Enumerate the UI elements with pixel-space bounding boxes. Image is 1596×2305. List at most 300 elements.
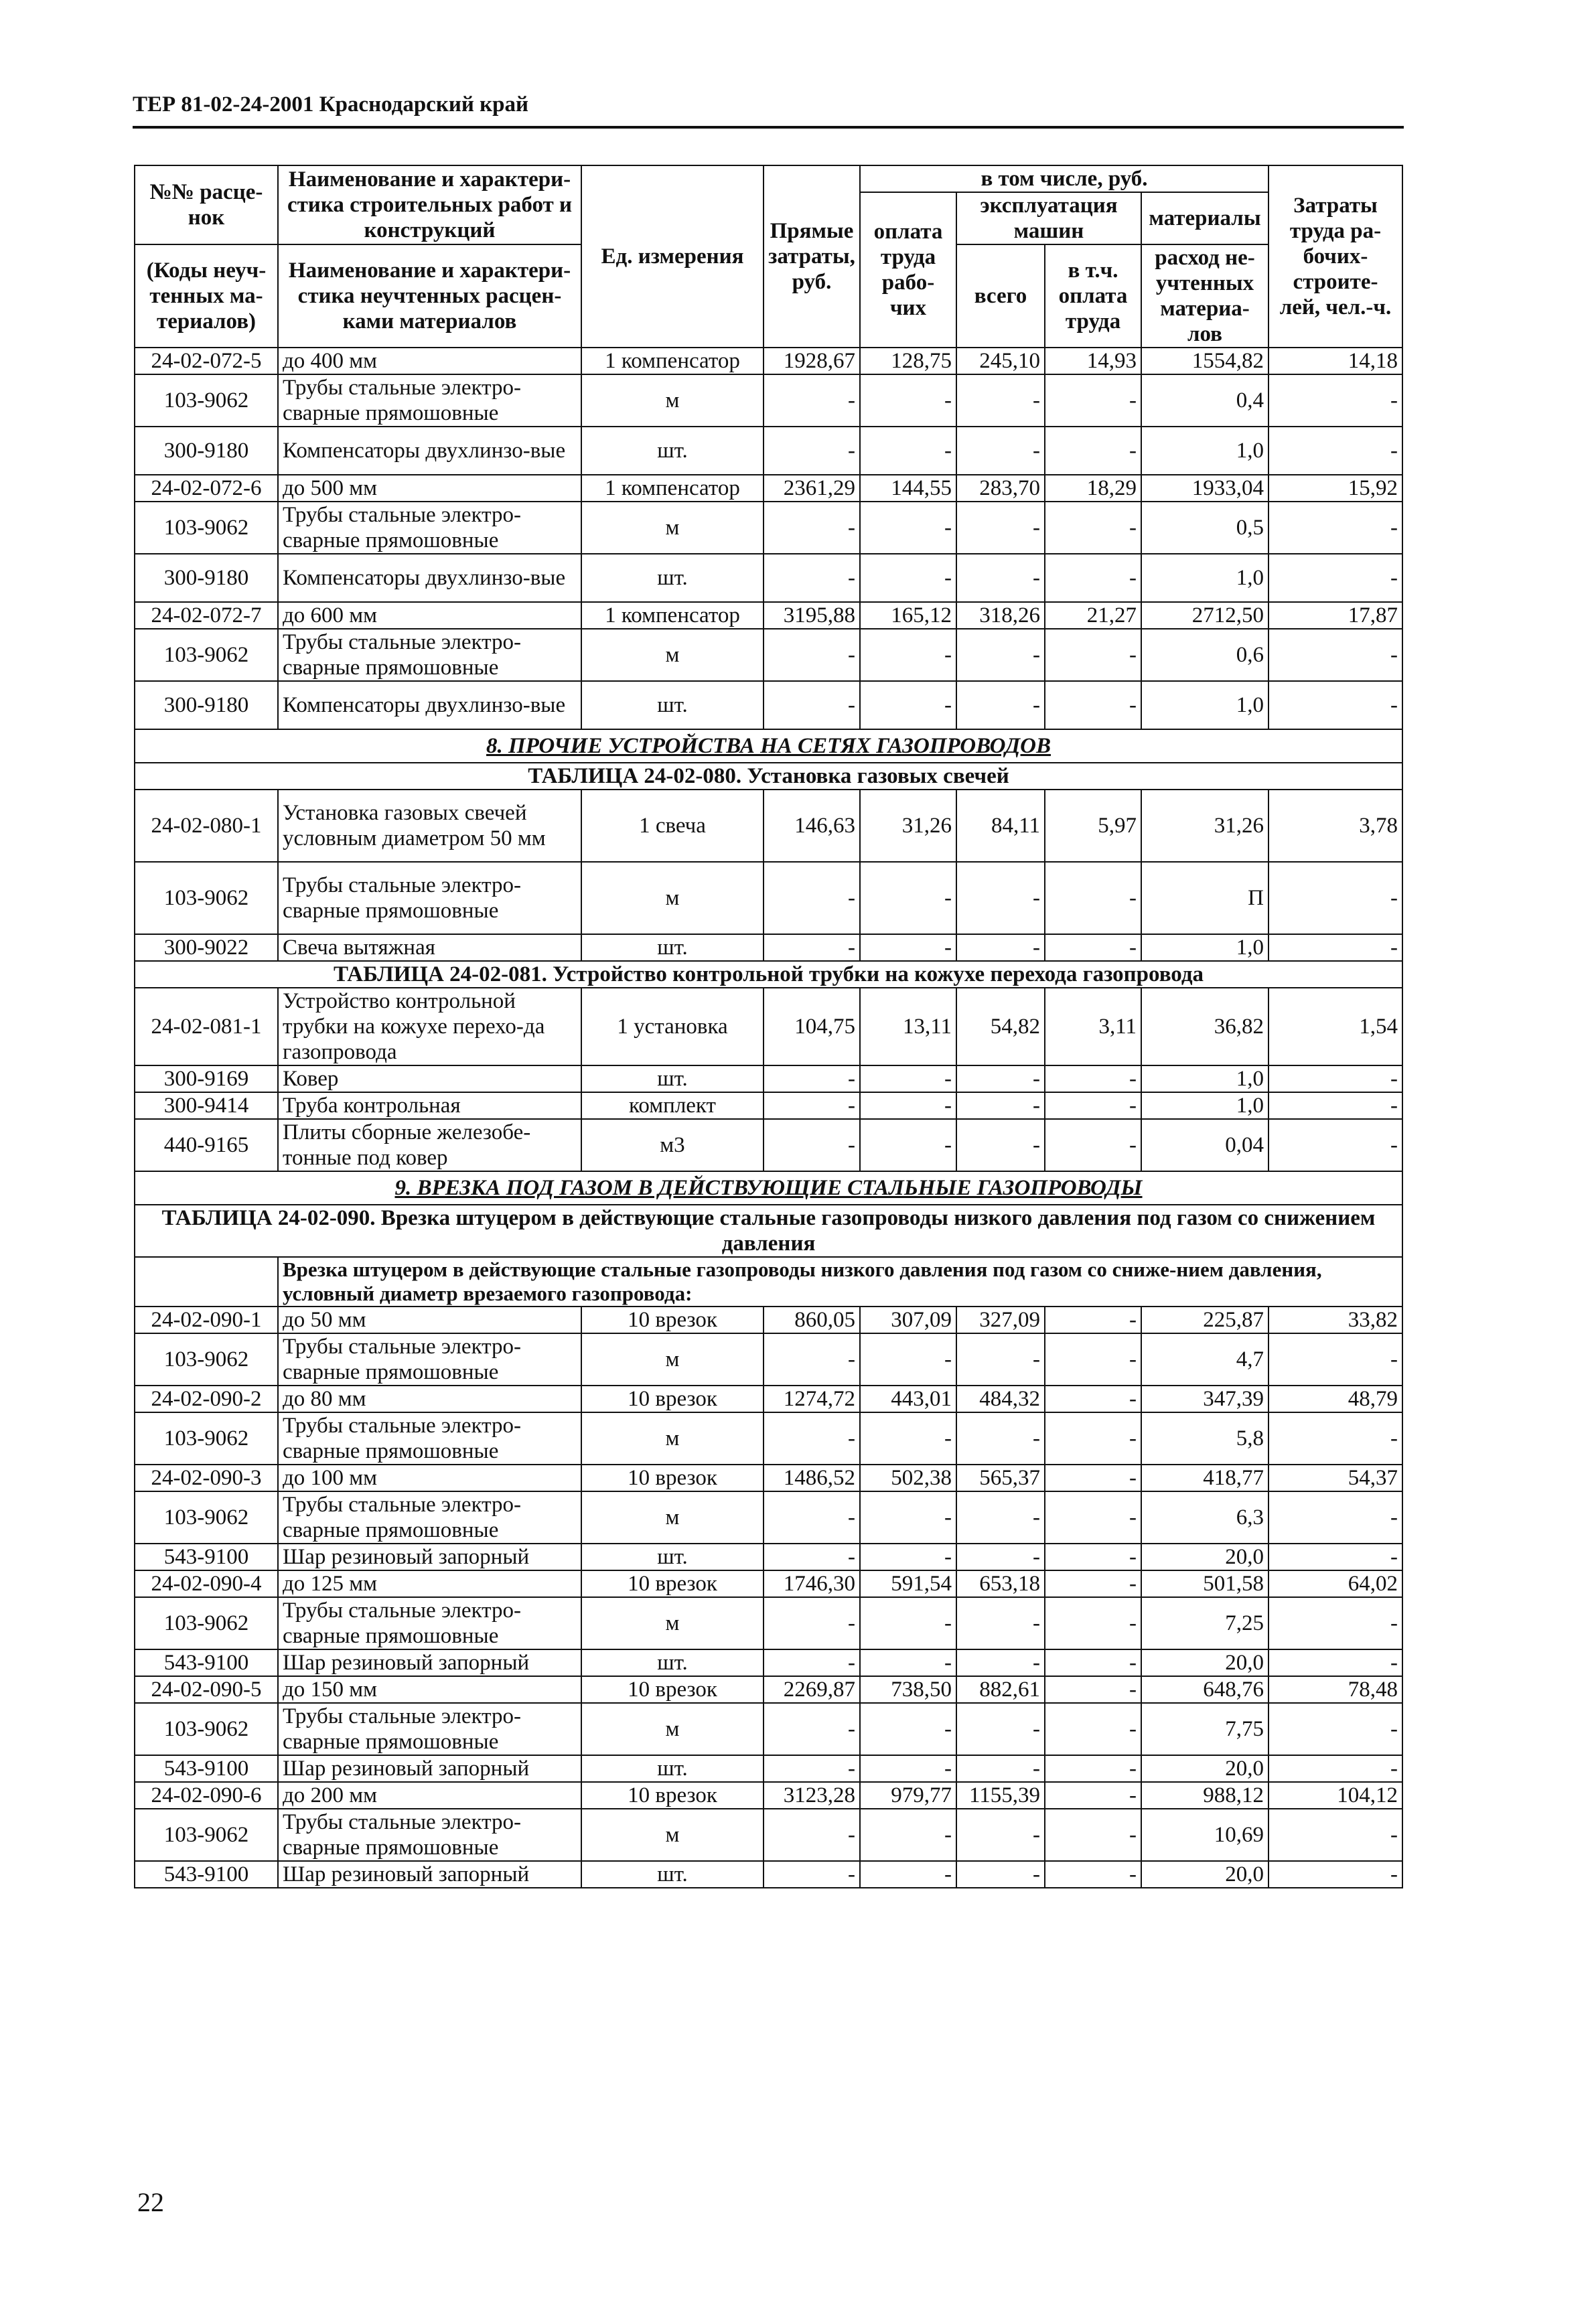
cell-direct: - [764, 1755, 860, 1782]
cell-code: 300-9180 [135, 554, 278, 602]
table-row [135, 681, 1402, 729]
cell-mach: - [956, 681, 1045, 729]
cell-direct: 1746,30 [764, 1570, 860, 1597]
cell-unit: 10 врезок [581, 1570, 764, 1597]
cell-direct: - [764, 1649, 860, 1676]
cell-code: 24-02-081-1 [135, 988, 278, 1065]
cell-unit: шт. [581, 934, 764, 961]
cell-code: 300-9022 [135, 934, 278, 961]
cell-mat: 1,0 [1141, 427, 1268, 475]
header-code-bottom: (Коды неуч-тенных ма-териалов) [135, 244, 278, 348]
cell-mach-w: - [1045, 1782, 1141, 1809]
cell-mat: 7,25 [1141, 1597, 1268, 1649]
cell-labor: 3,78 [1268, 790, 1402, 862]
cell-name: Трубы стальные электро-сварные прямошовные [278, 1703, 581, 1755]
cell-mach: 882,61 [956, 1676, 1045, 1703]
header-machines: эксплуатация машин [956, 192, 1141, 244]
cell-labor: - [1268, 1861, 1402, 1888]
cell-mat: 0,6 [1141, 629, 1268, 681]
cell-mat: 2712,50 [1141, 602, 1268, 629]
table-row [135, 427, 1402, 475]
cell-mach-w: - [1045, 1649, 1141, 1676]
cell-mach: - [956, 629, 1045, 681]
table-row [135, 1649, 1402, 1676]
cell-unit: м [581, 862, 764, 934]
cell-mat: 10,69 [1141, 1809, 1268, 1861]
table-row [135, 790, 1402, 862]
cell-labor: 14,18 [1268, 348, 1402, 374]
cell-wages: - [860, 374, 956, 427]
cell-code: 543-9100 [135, 1544, 278, 1570]
cell-unit: 1 компенсатор [581, 602, 764, 629]
cell-unit: шт. [581, 1861, 764, 1888]
cell-wages: 502,38 [860, 1465, 956, 1491]
cell-name: Трубы стальные электро-сварные прямошовные [278, 374, 581, 427]
cell-labor: - [1268, 1119, 1402, 1171]
header-code-top: №№ расце-нок [135, 165, 278, 244]
header-wages: оплата труда рабо-чих [860, 192, 956, 348]
cell-unit: шт. [581, 1755, 764, 1782]
cell-mat: 20,0 [1141, 1861, 1268, 1888]
cell-code: 543-9100 [135, 1649, 278, 1676]
cell-code: 440-9165 [135, 1119, 278, 1171]
cell-wages: - [860, 1544, 956, 1570]
cell-code: 24-02-090-1 [135, 1307, 278, 1333]
cell-wages: - [860, 1092, 956, 1119]
cell-mat: 1,0 [1141, 554, 1268, 602]
header-direct-costs: Прямые затраты, руб. [764, 165, 860, 348]
table-title-080-row [135, 763, 1402, 790]
cell-mat: 1933,04 [1141, 475, 1268, 502]
cell-mach: - [956, 862, 1045, 934]
cell-mat: 0,5 [1141, 502, 1268, 554]
cell-direct: - [764, 1491, 860, 1544]
cell-labor: 33,82 [1268, 1307, 1402, 1333]
cell-mach-w: - [1045, 629, 1141, 681]
cell-code: 103-9062 [135, 629, 278, 681]
cell-code: 300-9169 [135, 1065, 278, 1092]
cell-labor: - [1268, 1649, 1402, 1676]
table-row [135, 862, 1402, 934]
cell-mach: 653,18 [956, 1570, 1045, 1597]
cell-mach-w: - [1045, 1119, 1141, 1171]
cell-mach-w: - [1045, 1703, 1141, 1755]
table-row [135, 1491, 1402, 1544]
cell-wages: - [860, 1755, 956, 1782]
cell-mach: - [956, 1065, 1045, 1092]
cell-mach-w: - [1045, 681, 1141, 729]
cell-direct: - [764, 1597, 860, 1649]
cell-name: до 200 мм [278, 1782, 581, 1809]
cell-mat: 1,0 [1141, 681, 1268, 729]
cell-labor: 15,92 [1268, 475, 1402, 502]
cell-mat: 36,82 [1141, 988, 1268, 1065]
cell-direct: - [764, 1092, 860, 1119]
section-title-9-row [135, 1171, 1402, 1205]
cell-mach: - [956, 554, 1045, 602]
cell-direct: 1274,72 [764, 1386, 860, 1412]
cell-labor: 78,48 [1268, 1676, 1402, 1703]
cell-wages: - [860, 1649, 956, 1676]
table-row [135, 374, 1402, 427]
cell-labor: - [1268, 1412, 1402, 1465]
cell-code: 300-9180 [135, 427, 278, 475]
table-row [135, 1307, 1402, 1333]
cell-code: 103-9062 [135, 1412, 278, 1465]
cell-mach: - [956, 1092, 1045, 1119]
cell-name: Устройство контрольной трубки на кожухе перехо-да газопровода [278, 988, 581, 1065]
cell-mat: 225,87 [1141, 1307, 1268, 1333]
table-row [135, 1676, 1402, 1703]
table-row [135, 1597, 1402, 1649]
cell-wages: - [860, 554, 956, 602]
cell-direct: 860,05 [764, 1307, 860, 1333]
header-unaccounted-materials: расход не-учтенных материа-лов [1141, 244, 1268, 348]
cell-code: 103-9062 [135, 502, 278, 554]
cell-name: Шар резиновый запорный [278, 1544, 581, 1570]
table-row [135, 629, 1402, 681]
cell-code: 543-9100 [135, 1755, 278, 1782]
cell-wages: 165,12 [860, 602, 956, 629]
cell-mat: 347,39 [1141, 1386, 1268, 1412]
cell-labor: - [1268, 1092, 1402, 1119]
cell-name: Трубы стальные электро-сварные прямошовные [278, 629, 581, 681]
cell-mat: 501,58 [1141, 1570, 1268, 1597]
cell-mat: 7,75 [1141, 1703, 1268, 1755]
table-row [135, 1386, 1402, 1412]
cell-name: Трубы стальные электро-сварные прямошовные [278, 1597, 581, 1649]
cell-direct: 104,75 [764, 988, 860, 1065]
cell-unit: м [581, 629, 764, 681]
cell-labor: - [1268, 1809, 1402, 1861]
cell-wages: - [860, 1065, 956, 1092]
section-title-8: 8. ПРОЧИЕ УСТРОЙСТВА НА СЕТЯХ ГАЗОПРОВОДОВ [135, 729, 1402, 763]
table-row [135, 988, 1402, 1065]
cell-unit: шт. [581, 681, 764, 729]
cell-code: 24-02-090-3 [135, 1465, 278, 1491]
cell-unit: 1 компенсатор [581, 475, 764, 502]
cell-unit: м [581, 374, 764, 427]
cell-mat: 20,0 [1141, 1649, 1268, 1676]
cell-mat: 1554,82 [1141, 348, 1268, 374]
cell-name: до 600 мм [278, 602, 581, 629]
cell-code: 24-02-090-2 [135, 1386, 278, 1412]
cell-direct: - [764, 502, 860, 554]
cell-wages: - [860, 1491, 956, 1544]
cell-mat: 20,0 [1141, 1544, 1268, 1570]
cell-labor: - [1268, 862, 1402, 934]
cell-name: до 50 мм [278, 1307, 581, 1333]
header-name-top: Наименование и характери-стика строительных работ и конструкций [278, 165, 581, 244]
cell-name: Компенсаторы двухлинзо-вые [278, 427, 581, 475]
cell-mach-w: - [1045, 1544, 1141, 1570]
cell-name: до 400 мм [278, 348, 581, 374]
cell-wages: 443,01 [860, 1386, 956, 1412]
table-row [135, 1333, 1402, 1386]
cell-code: 103-9062 [135, 1703, 278, 1755]
cell-mat: 988,12 [1141, 1782, 1268, 1809]
page-number: 22 [137, 2187, 164, 2217]
cell-mach-w: - [1045, 1861, 1141, 1888]
cell-mat: 648,76 [1141, 1676, 1268, 1703]
cell-mach-w: - [1045, 1386, 1141, 1412]
cell-mach: 484,32 [956, 1386, 1045, 1412]
table-row [135, 1570, 1402, 1597]
cell-mach: - [956, 1597, 1045, 1649]
cell-mach: 283,70 [956, 475, 1045, 502]
cell-mach-w: 21,27 [1045, 602, 1141, 629]
cell-mach: 318,26 [956, 602, 1045, 629]
cell-name: Компенсаторы двухлинзо-вые [278, 554, 581, 602]
cell-name: до 125 мм [278, 1570, 581, 1597]
section-title-9: 9. ВРЕЗКА ПОД ГАЗОМ В ДЕЙСТВУЮЩИЕ СТАЛЬНЫЕ ГАЗОПРОВОДЫ [135, 1171, 1402, 1205]
cell-unit: шт. [581, 427, 764, 475]
table-row [135, 1465, 1402, 1491]
cell-mat: 31,26 [1141, 790, 1268, 862]
cell-mach-w: - [1045, 1809, 1141, 1861]
cell-wages: - [860, 1412, 956, 1465]
cell-direct: - [764, 554, 860, 602]
cell-mach-w: 5,97 [1045, 790, 1141, 862]
table-row [135, 502, 1402, 554]
cell-wages: 738,50 [860, 1676, 956, 1703]
cell-name: до 500 мм [278, 475, 581, 502]
cell-code: 24-02-090-5 [135, 1676, 278, 1703]
cell-wages: 128,75 [860, 348, 956, 374]
table-title-080: ТАБЛИЦА 24-02-080. Установка газовых свечей [135, 763, 1402, 790]
cell-labor: 54,37 [1268, 1465, 1402, 1491]
cell-mach-w: - [1045, 1412, 1141, 1465]
cell-mach: - [956, 1333, 1045, 1386]
header-labor: Затраты труда ра-бочих-строите-лей, чел.-ч. [1268, 165, 1402, 348]
cell-direct: 3123,28 [764, 1782, 860, 1809]
cell-labor: - [1268, 1491, 1402, 1544]
cell-name: Трубы стальные электро-сварные прямошовные [278, 1412, 581, 1465]
header-materials: материалы [1141, 192, 1268, 244]
cell-direct: - [764, 1412, 860, 1465]
cell-wages: 13,11 [860, 988, 956, 1065]
cell-wages: - [860, 1703, 956, 1755]
cell-mach: - [956, 1544, 1045, 1570]
cell-name: Трубы стальные электро-сварные прямошовные [278, 862, 581, 934]
cell-labor: - [1268, 1755, 1402, 1782]
cell-labor: - [1268, 502, 1402, 554]
cell-code: 24-02-090-4 [135, 1570, 278, 1597]
cell-labor: - [1268, 681, 1402, 729]
cell-mach: 1155,39 [956, 1782, 1045, 1809]
cell-unit: м [581, 1597, 764, 1649]
cell-mach-w: - [1045, 862, 1141, 934]
cell-unit: шт. [581, 1544, 764, 1570]
cell-labor: 1,54 [1268, 988, 1402, 1065]
cell-mach: 54,82 [956, 988, 1045, 1065]
cell-labor: - [1268, 1333, 1402, 1386]
cell-code: 24-02-090-6 [135, 1782, 278, 1809]
header-name-bottom: Наименование и характери-стика неучтенных расцен-ками материалов [278, 244, 581, 348]
table-row [135, 1412, 1402, 1465]
cell-direct: - [764, 1809, 860, 1861]
cell-wages: 31,26 [860, 790, 956, 862]
cell-wages: - [860, 1861, 956, 1888]
cell-mach-w: - [1045, 427, 1141, 475]
cell-labor: - [1268, 629, 1402, 681]
cell-direct: - [764, 427, 860, 475]
table-row [135, 1755, 1402, 1782]
cell-code: 24-02-072-5 [135, 348, 278, 374]
cell-code: 24-02-072-7 [135, 602, 278, 629]
cell-direct: - [764, 1065, 860, 1092]
cell-mach: 565,37 [956, 1465, 1045, 1491]
cell-unit: шт. [581, 1065, 764, 1092]
cell-unit: м [581, 1703, 764, 1755]
cell-mach: - [956, 427, 1045, 475]
cell-unit: м [581, 1333, 764, 1386]
cell-mach: - [956, 1119, 1045, 1171]
cell-mat: 20,0 [1141, 1755, 1268, 1782]
cell-mach: - [956, 1412, 1045, 1465]
cell-code: 103-9062 [135, 862, 278, 934]
cell-unit: шт. [581, 554, 764, 602]
table-row [135, 1544, 1402, 1570]
cell-code: 24-02-080-1 [135, 790, 278, 862]
section-title-8-row [135, 729, 1402, 763]
cell-direct: - [764, 374, 860, 427]
cell-mach: - [956, 934, 1045, 961]
cell-code: 543-9100 [135, 1861, 278, 1888]
cell-mat: П [1141, 862, 1268, 934]
cell-mach-w: - [1045, 1307, 1141, 1333]
cell-unit: 1 компенсатор [581, 348, 764, 374]
cell-labor: - [1268, 374, 1402, 427]
cell-labor: 48,79 [1268, 1386, 1402, 1412]
cell-mach-w: - [1045, 1597, 1141, 1649]
cell-mach-w: - [1045, 1465, 1141, 1491]
cell-mach: - [956, 1809, 1045, 1861]
cell-mach-w: 3,11 [1045, 988, 1141, 1065]
table-title-081-row [135, 961, 1402, 988]
cell-code: 103-9062 [135, 1597, 278, 1649]
table-title-081: ТАБЛИЦА 24-02-081. Устройство контрольной трубки на кожухе перехода газопровода [135, 961, 1402, 988]
cell-wages: - [860, 427, 956, 475]
table-row [135, 475, 1402, 502]
cell-direct: - [764, 1544, 860, 1570]
cell-code: 300-9414 [135, 1092, 278, 1119]
empty-cell [135, 1257, 278, 1307]
cell-mach-w: 14,93 [1045, 348, 1141, 374]
cell-unit: комплект [581, 1092, 764, 1119]
cell-mat: 5,8 [1141, 1412, 1268, 1465]
cell-mach-w: - [1045, 374, 1141, 427]
table-row [135, 602, 1402, 629]
table-row [135, 1703, 1402, 1755]
cell-name: Трубы стальные электро-сварные прямошовные [278, 1491, 581, 1544]
table-title-090: ТАБЛИЦА 24-02-090. Врезка штуцером в действующие стальные газопроводы низкого давления под газом со снижением давления [135, 1205, 1402, 1257]
cell-unit: шт. [581, 1649, 764, 1676]
cell-wages: 591,54 [860, 1570, 956, 1597]
header-including: в том числе, руб. [860, 165, 1268, 192]
cell-direct: - [764, 862, 860, 934]
cell-mat: 0,04 [1141, 1119, 1268, 1171]
cell-wages: - [860, 1119, 956, 1171]
cell-name: Трубы стальные электро-сварные прямошовные [278, 502, 581, 554]
table-row [135, 1809, 1402, 1861]
cell-labor: - [1268, 1703, 1402, 1755]
table-row [135, 1782, 1402, 1809]
cell-name: Плиты сборные железобе-тонные под ковер [278, 1119, 581, 1171]
cell-name: Компенсаторы двухлинзо-вые [278, 681, 581, 729]
cell-unit: 1 установка [581, 988, 764, 1065]
table-row [135, 348, 1402, 374]
cell-mach: - [956, 1861, 1045, 1888]
cell-labor: - [1268, 1544, 1402, 1570]
cell-labor: 64,02 [1268, 1570, 1402, 1597]
cell-wages: - [860, 629, 956, 681]
cell-wages: - [860, 681, 956, 729]
cell-name: Трубы стальные электро-сварные прямошовные [278, 1809, 581, 1861]
cell-name: до 80 мм [278, 1386, 581, 1412]
cell-wages: 979,77 [860, 1782, 956, 1809]
cell-direct: - [764, 1333, 860, 1386]
cell-unit: 10 врезок [581, 1782, 764, 1809]
header-rule [133, 126, 1404, 129]
cell-mach-w: - [1045, 1065, 1141, 1092]
cell-mach-w: 18,29 [1045, 475, 1141, 502]
cell-labor: - [1268, 427, 1402, 475]
cell-mach: - [956, 1649, 1045, 1676]
cell-wages: 144,55 [860, 475, 956, 502]
cell-mach-w: - [1045, 1092, 1141, 1119]
table-row [135, 934, 1402, 961]
cell-mach-w: - [1045, 554, 1141, 602]
cell-name: Трубы стальные электро-сварные прямошовные [278, 1333, 581, 1386]
table-row [135, 1119, 1402, 1171]
cell-wages: - [860, 862, 956, 934]
cell-mat: 4,7 [1141, 1333, 1268, 1386]
cell-mach: 327,09 [956, 1307, 1045, 1333]
cell-name: Труба контрольная [278, 1092, 581, 1119]
table-title-090-row [135, 1205, 1402, 1257]
table-row [135, 1092, 1402, 1119]
cell-mach-w: - [1045, 502, 1141, 554]
cell-mat: 6,3 [1141, 1491, 1268, 1544]
cell-mat: 418,77 [1141, 1465, 1268, 1491]
cell-name: Шар резиновый запорный [278, 1755, 581, 1782]
cell-labor: - [1268, 1597, 1402, 1649]
cell-unit: 10 врезок [581, 1307, 764, 1333]
cell-name: Установка газовых свечей условным диаметром 50 мм [278, 790, 581, 862]
table-row [135, 1861, 1402, 1888]
header-machines-total: всего [956, 244, 1045, 348]
cell-direct: - [764, 934, 860, 961]
cell-mach: - [956, 502, 1045, 554]
cell-unit: м [581, 1491, 764, 1544]
cell-direct: 3195,88 [764, 602, 860, 629]
cell-code: 103-9062 [135, 1491, 278, 1544]
table-row [135, 554, 1402, 602]
cell-labor: 104,12 [1268, 1782, 1402, 1809]
cell-unit: м [581, 1412, 764, 1465]
cell-unit: м [581, 502, 764, 554]
cell-labor: - [1268, 934, 1402, 961]
cell-direct: 2269,87 [764, 1676, 860, 1703]
cell-code: 103-9062 [135, 1333, 278, 1386]
cell-name: до 150 мм [278, 1676, 581, 1703]
cell-mach: - [956, 1755, 1045, 1782]
cell-code: 24-02-072-6 [135, 475, 278, 502]
cell-wages: 307,09 [860, 1307, 956, 1333]
cell-mat: 1,0 [1141, 934, 1268, 961]
cell-wages: - [860, 502, 956, 554]
